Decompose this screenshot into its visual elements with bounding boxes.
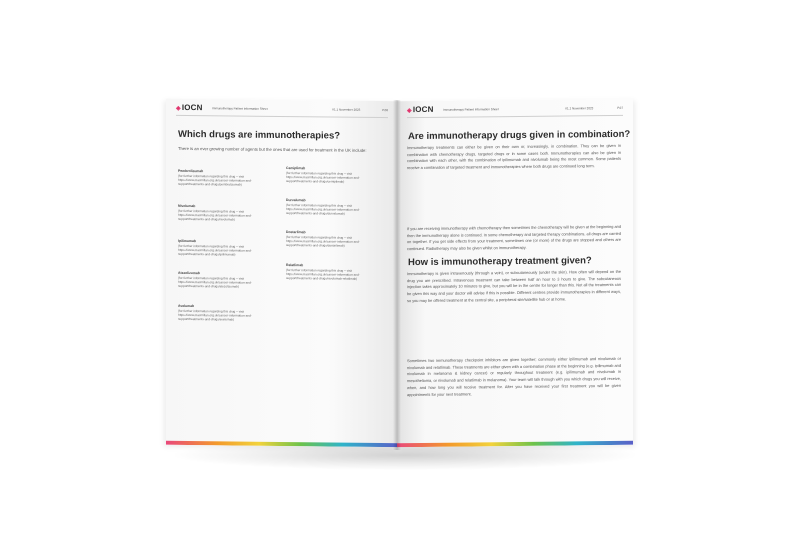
right-page-number: P.07 bbox=[617, 105, 623, 110]
header-doc-title: Immunotherapy Patient Information Sheet bbox=[212, 106, 268, 111]
drug-name: Nivolumab bbox=[178, 203, 196, 209]
left-page-header bbox=[176, 103, 388, 118]
right-page bbox=[397, 99, 633, 447]
drug-name: Dostarlimab bbox=[286, 230, 306, 235]
drug-info: (for further information regarding this drug – visit https://www.macmillan.org.uk/cancer-information-and-support/treatments-and-drugs/atezolizumab) bbox=[178, 275, 252, 290]
combination-paragraph-1: Immunotherapy treatments can either be given on their own or, increasingly, in combination. They can be given in combination with chemotherapy drugs, targeted drugs or in some cases both. Immunotherapies can also be given in combination with each other, with the combination of ipilimumab and nivolumab being the most common. Some patients receive a combination of targeted treatment and immunotherapies where both drugs are continued long term. bbox=[407, 142, 621, 171]
drug-entry bbox=[286, 166, 386, 185]
drug-info: (for further information regarding this drug – visit https://www.macmillan.org.uk/cancer-information-and-support/treatments-and-drugs/durvalumab) bbox=[286, 202, 360, 217]
drug-name: Pembrolizumab bbox=[178, 168, 204, 174]
drug-info: (for further information regarding this drug – visit https://www.macmillan.org.uk/cancer-information-and-support/treatments-and-drugs/pembrolizumab) bbox=[178, 173, 252, 188]
drug-name: Cemiplimab bbox=[286, 166, 306, 171]
logo-mark-icon: ◈ bbox=[176, 105, 181, 112]
header-doc-title: Immunotherapy Patient Information Sheet bbox=[443, 107, 499, 112]
iocn-logo: ◈IOCN bbox=[176, 102, 203, 113]
drug-entry bbox=[286, 198, 386, 217]
drug-name: Atezolizumab bbox=[178, 270, 200, 276]
drug-name: Avelumab bbox=[178, 303, 195, 309]
drug-entry bbox=[178, 304, 278, 323]
drug-info: (for further information regarding this drug – visit https://www.macmillan.org.uk/cancer-information-and-support/treatments-and-drugs/ipilimumab) bbox=[178, 243, 252, 257]
administration-paragraph-1: Immunotherapy is given intravenously (through a vein), or subcutaneously (under the skin). How often will depend on the drug you are prescribed. Intravenous treatment can take between half an hour to 3 hours to give. The subcutaneous injection takes approximately 10 minutes to give, but you will be in the centre for longer than this. Not all the treatments can be given this way and your doctor will advise if this is possible. Different centres provide immunotherapies in different ways, so you may be offered treatment at the central site, a peripheral site/satellite hub or at home. bbox=[407, 268, 621, 303]
drug-entry bbox=[178, 271, 278, 290]
drug-info: (for further information regarding this drug – visit https://www.macmillan.org.uk/cancer-information-and-support/treatments-and-drugs/dostarlimab) bbox=[286, 234, 360, 249]
drug-info: (for further information regarding this drug – visit https://www.macmillan.org.uk/cancer-information-and-support/treatments-and-drugs/avelumab) bbox=[178, 308, 252, 322]
combination-paragraph-2: If you are receiving immunotherapy with chemotherapy then sometimes the chemotherapy will be given at the beginning and then the immunotherapy alone is continued. In some chemotherapy and targeted therapy combinations, all drugs are carried on together. If you get side effects from your treatment, sometimes one (or more) of the drugs are stopped and others are continued. Radiotherapy may also be given whilst on immunotherapy. bbox=[407, 223, 621, 252]
right-page-header bbox=[407, 103, 623, 118]
left-page-heading: Which drugs are immunotherapies? bbox=[178, 128, 341, 142]
drug-entry bbox=[286, 230, 386, 249]
drug-entry bbox=[286, 263, 386, 282]
right-page-heading-combination: Are immunotherapy drugs given in combination? bbox=[408, 128, 631, 143]
left-page-intro: There is an ever growing number of agents but the ones that are used for treatment in the UK include: bbox=[178, 145, 367, 153]
left-page bbox=[166, 99, 398, 447]
drug-name: Durvalumab bbox=[286, 198, 306, 203]
drug-info: (for further information regarding this drug – visit https://www.macmillan.org.uk/cancer-information-and-support/treatments-and-drugs/cemiplimab) bbox=[286, 170, 360, 185]
drug-info: (for further information regarding this drug – visit https://www.macmillan.org.uk/cancer-information-and-support/treatments-and-drugs/nivolumab) bbox=[178, 208, 252, 222]
header-version: V1.1 November 2023 bbox=[332, 107, 361, 112]
drug-entry bbox=[178, 239, 278, 258]
iocn-logo: ◈IOCN bbox=[407, 104, 434, 115]
drug-entry bbox=[178, 204, 278, 223]
administration-paragraph-2: Sometimes two immunotherapy checkpoint inhibitors are given together; commonly either ipilimumab and nivolumab or nivolumab and relatlimab. These treatments are either given with a combination phase at the beginning (e.g. ipilimumab and nivolumab in melanoma & kidney cancer) or regularly throughout treatment (e.g. ipilimumab and nivolumab in mesothelioma, or nivolumab and relatlimab in melanoma). Your team will talk through with you which drugs you will receive, when, and how long you will receive treatment for. After you have received your first treatment you will be given appointments for your next treatment. bbox=[407, 355, 621, 397]
logo-mark-icon: ◈ bbox=[407, 108, 412, 115]
header-version: V1.1 November 2023 bbox=[565, 106, 594, 111]
right-page-heading-administration: How is immunotherapy treatment given? bbox=[408, 255, 592, 269]
left-page-number: P.08 bbox=[382, 108, 388, 113]
drug-name: Ipilimumab bbox=[178, 238, 196, 244]
drug-info: (for further information regarding this drug – visit https://www.macmillan.org.uk/cancer-information-and-support/treatments-and-drugs/nivolumab-relatlimab) bbox=[286, 267, 360, 282]
drug-entry bbox=[178, 169, 278, 188]
booklet-spine bbox=[393, 100, 401, 450]
drug-name: Relatlimab bbox=[286, 263, 304, 268]
